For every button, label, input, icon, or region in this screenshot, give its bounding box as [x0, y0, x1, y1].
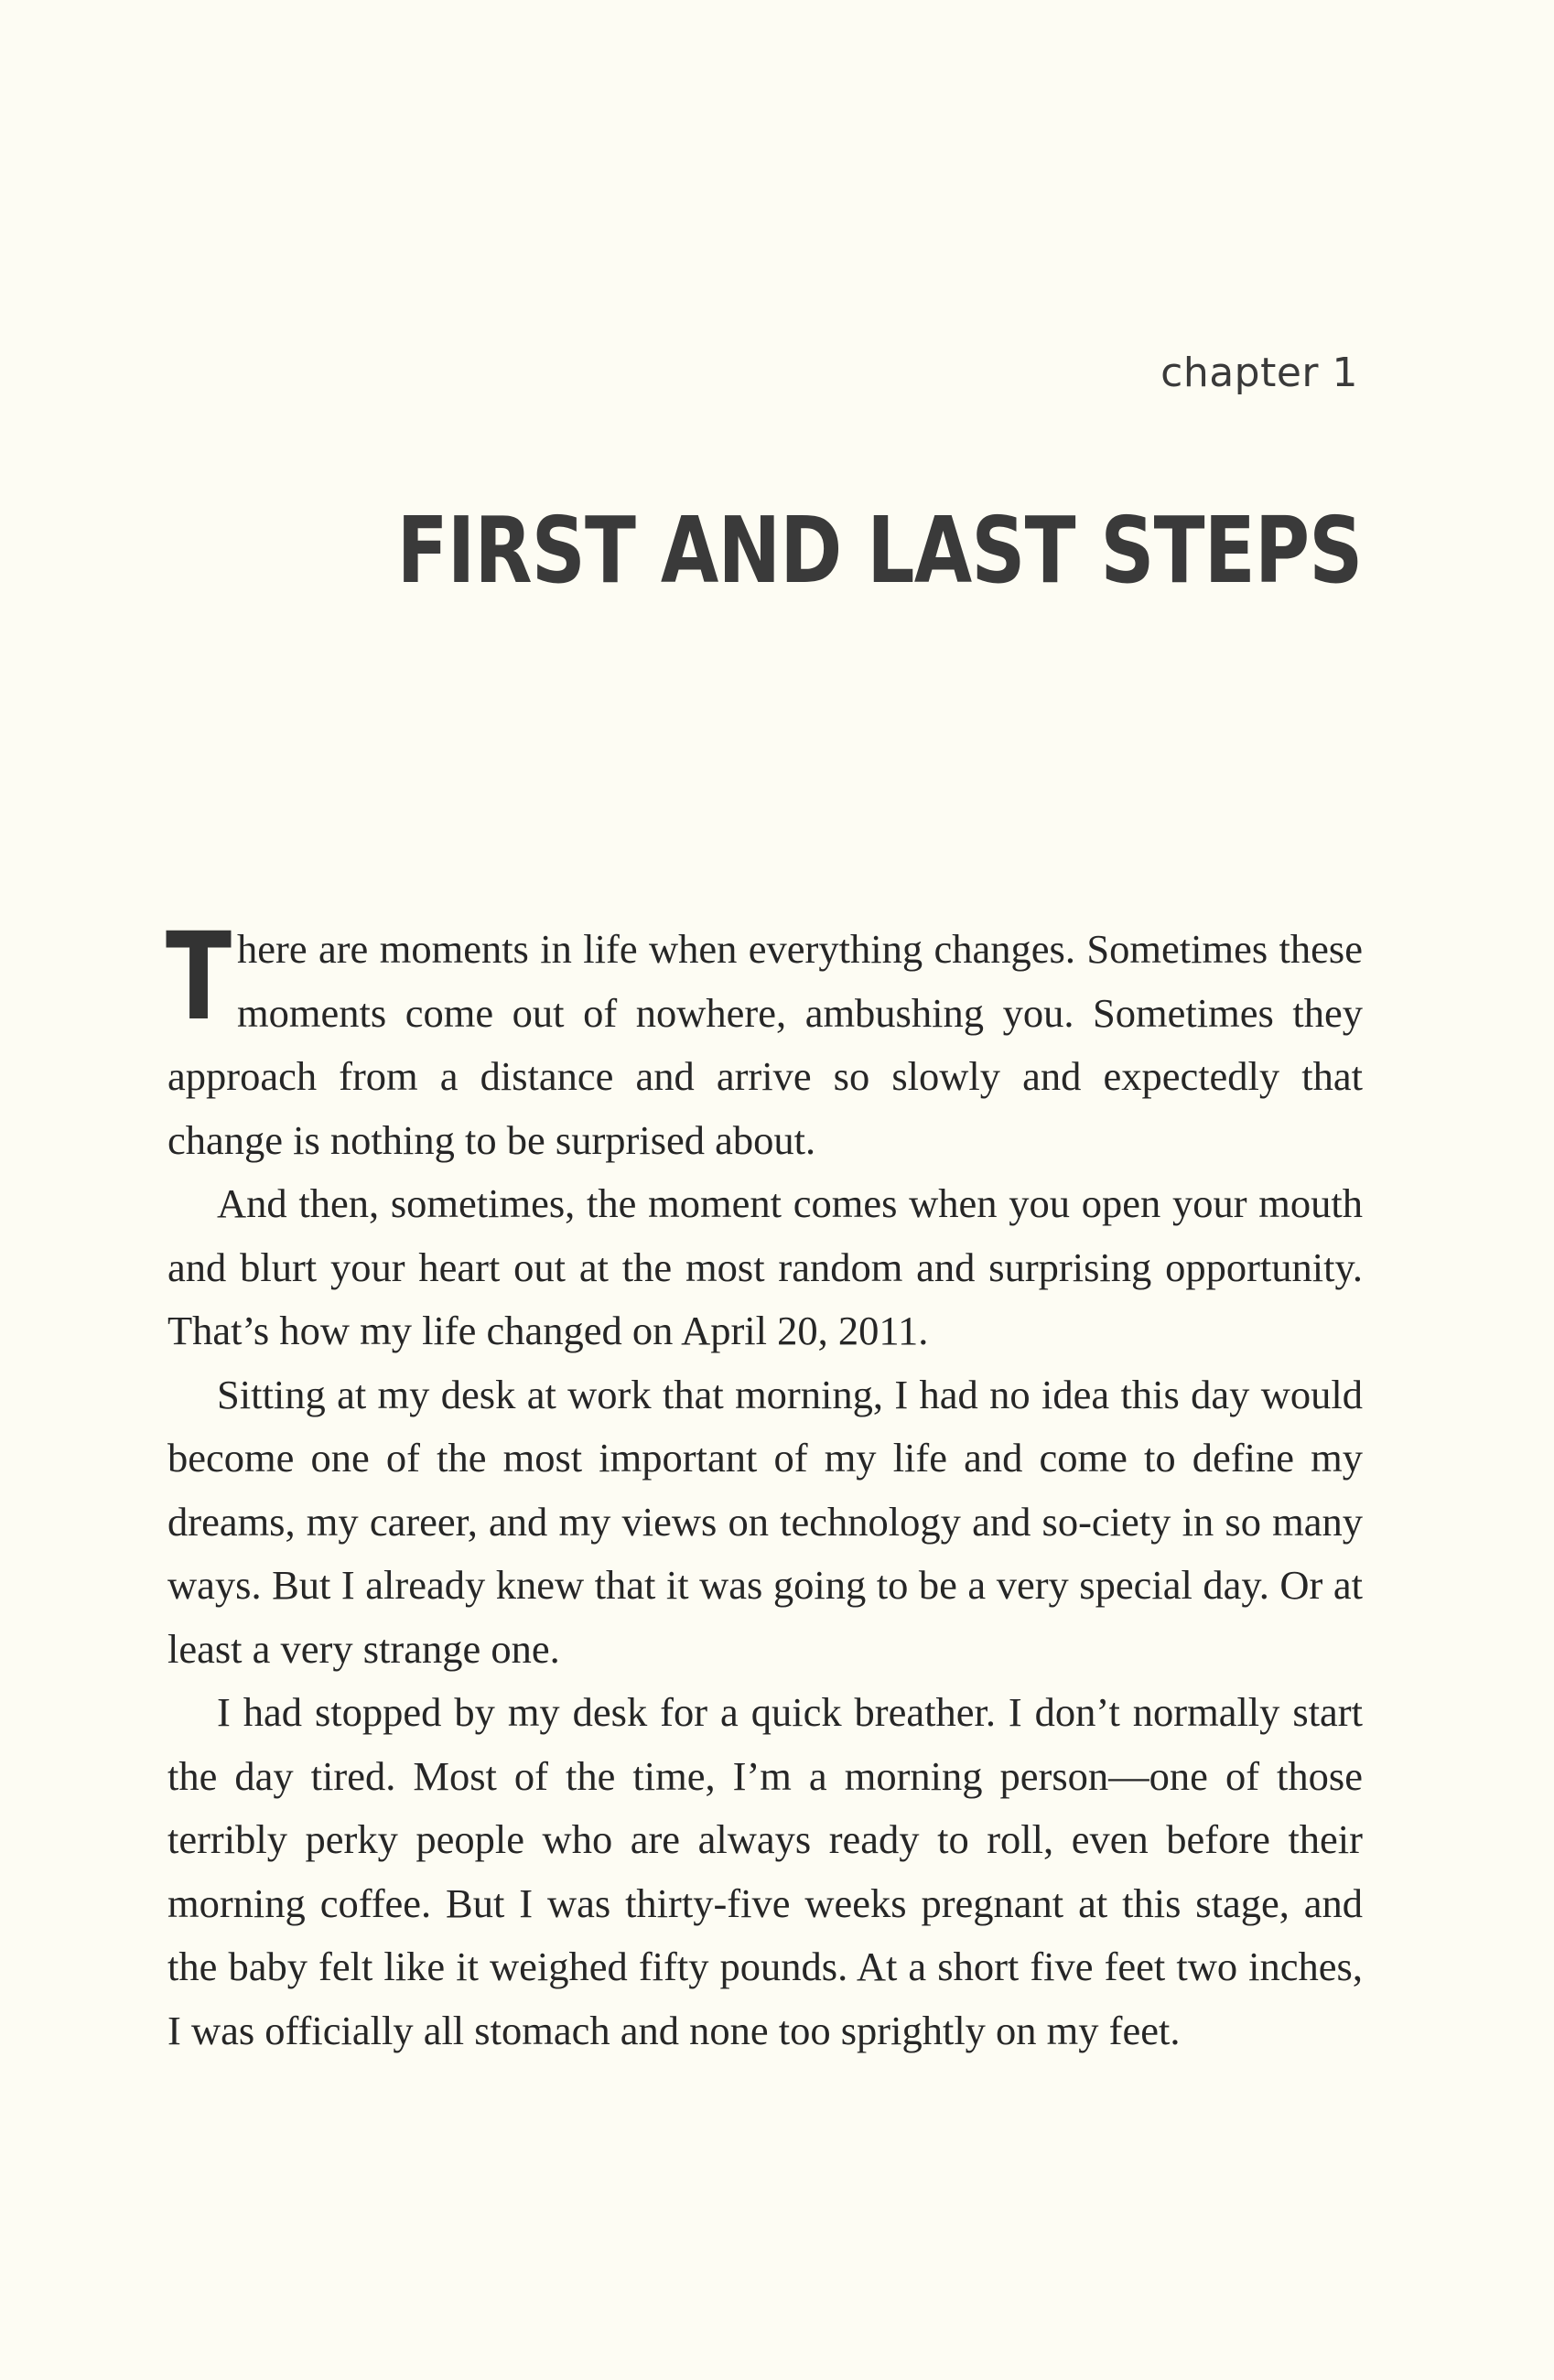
drop-cap: T [166, 907, 232, 1048]
paragraph-3: Sitting at my desk at work that morning, I had no idea this day would become one of the most important of my life and come to define my dreams, my career, and my views on technology and so-ciety in so many ways. But I already knew that it was going to be a very special day. Or at least a very strange one. [167, 1371, 1363, 1672]
paragraph-2: And then, sometimes, the moment comes when you open your mouth and blurt your heart out at the most random and surprising opportunity. That’s how my life changed on April 20, 2011. [167, 1180, 1363, 1353]
paragraph-1 [166, 907, 1363, 1172]
chapter-label: chapter 1 [1160, 350, 1358, 396]
chapter-body [166, 907, 1363, 2062]
paragraph-1-text: here are moments in life when everything changes. Sometimes these moments come out of nowhere, ambushing you. Sometimes they approach from a distance and arrive so slowly and expectedly that change is nothing to be surprised about. [167, 926, 1363, 1163]
paragraph-4: I had stopped by my desk for a quick breather. I don’t normally start the day tired. Most of the time, I’m a morning person—one of those terribly perky people who are always ready to roll, even before their morning coffee. But I was thirty-five weeks pregnant at this stage, and the baby felt like it weighed fifty pounds. At a short five feet two inches, I was officially all stomach and none too sprightly on my feet. [167, 1689, 1363, 2053]
chapter-title: FIRST AND LAST STEPS [396, 497, 1362, 604]
